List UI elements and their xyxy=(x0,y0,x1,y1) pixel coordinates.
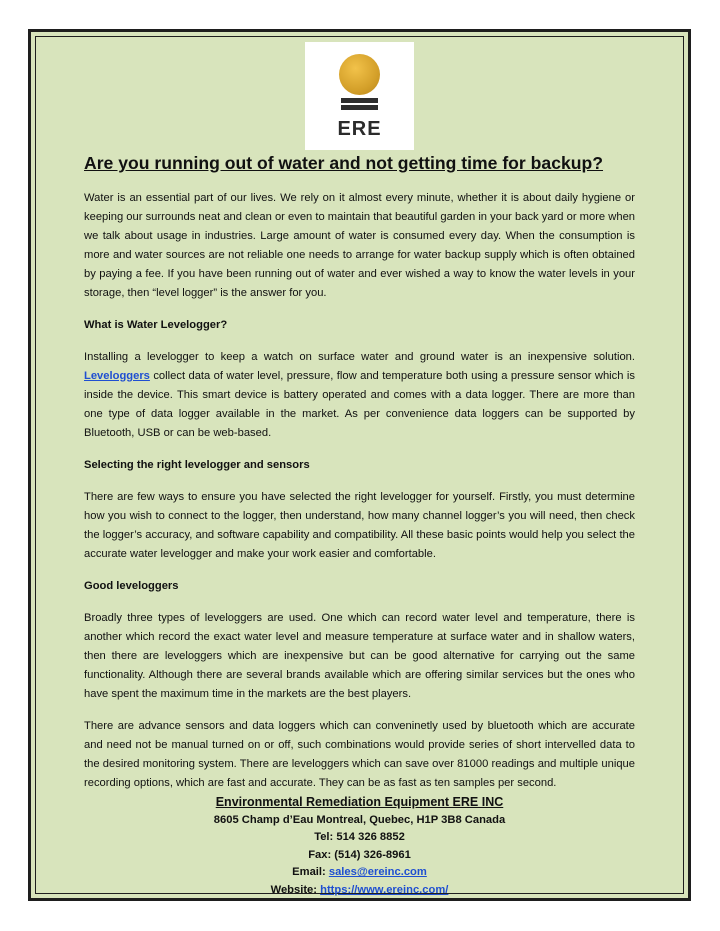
email-link[interactable]: sales@ereinc.com xyxy=(328,866,427,879)
intro-paragraph: Water is an essential part of our lives. We rely on it almost every minute, whether it is about daily hygiene or keeping our surrounds neat and clean or even to maintain that beautiful garden in your back yard or more when we talk about usage in industries. Large amount of water is consumed every day. When the consumption is more and water sources are not reliable one needs to arrange for water backup supply which is often obtained by paying a fee. If you have been running out of water and ever wished a way to know the water levels in your storage, then “level logger” is the answer for you. xyxy=(84,192,636,299)
company-website: Website: https://www.ereinc.com/ xyxy=(270,883,449,896)
water-bars-icon xyxy=(341,98,378,112)
website-link[interactable]: https://www.ereinc.com/ xyxy=(320,883,449,896)
section-paragraph-what-is: Installing a levelogger to keep a watch on surface water and ground water is an inexpensive solution. Leveloggers collect data of water level, pressure, flow and temperature both using a pressure sensor which is inside the device. This smart device is battery operated and comes with a data logger. There are more than one type of data logger available in the market. As per convenience data loggers can be supported by Bluetooth, USB or can be web-based. xyxy=(84,351,635,439)
section-heading-what-is: What is Water Levelogger? xyxy=(84,319,228,331)
article-body xyxy=(84,189,635,806)
section-paragraph-good-1: Broadly three types of leveloggers are used. One which can record water level and temperature, there is another which record the exact water level and measure temperature at surface water and in shallow waters, then there are leveloggers which are inexpensive but can be good alternative for carrying out the same functionality. Although there are several brands available which are offering similar services but the ones who have spent the maximum time in the markets are the best players. xyxy=(84,612,635,700)
section-heading-selecting: Selecting the right levelogger and sensors xyxy=(84,459,310,471)
logo-text: ERE xyxy=(337,118,382,140)
section-paragraph-good-2: There are advance sensors and data loggers which can conveninetly used by bluetooth which are accurate and need not be manual turned on or off, such combinations would provide series of short intervelled data to the desired monitoring system. There are leveloggers which can save over 81000 readings and multiple unique recording options, which are fast and accurate. They can be as fast as ten samples per second. xyxy=(84,720,635,789)
page-title: Are you running out of water and not getting time for backup? xyxy=(84,153,604,173)
company-fax: Fax: (514) 326-8961 xyxy=(308,848,411,861)
section-paragraph-selecting: There are few ways to ensure you have selected the right levelogger for yourself. Firstly, you must determine how you wish to connect to the logger, then understand, how many channel logger’s you will need, then check the logger’s accuracy, and software capability and compatibility. All these basic points would help you select the accurate water levelogger and make your work easier and comfortable. xyxy=(84,491,635,560)
ere-logo xyxy=(305,42,414,150)
contact-footer xyxy=(84,794,635,900)
company-name: Environmental Remediation Equipment ERE INC xyxy=(215,795,504,809)
company-email: Email: sales@ereinc.com xyxy=(292,866,427,879)
company-address: 8605 Champ d’Eau Montreal, Quebec, H1P 3B8 Canada xyxy=(213,813,506,826)
leveloggers-link[interactable]: Leveloggers xyxy=(84,370,150,382)
section-heading-good: Good leveloggers xyxy=(84,580,179,592)
company-tel: Tel: 514 326 8852 xyxy=(314,831,405,844)
sun-icon xyxy=(339,54,380,95)
